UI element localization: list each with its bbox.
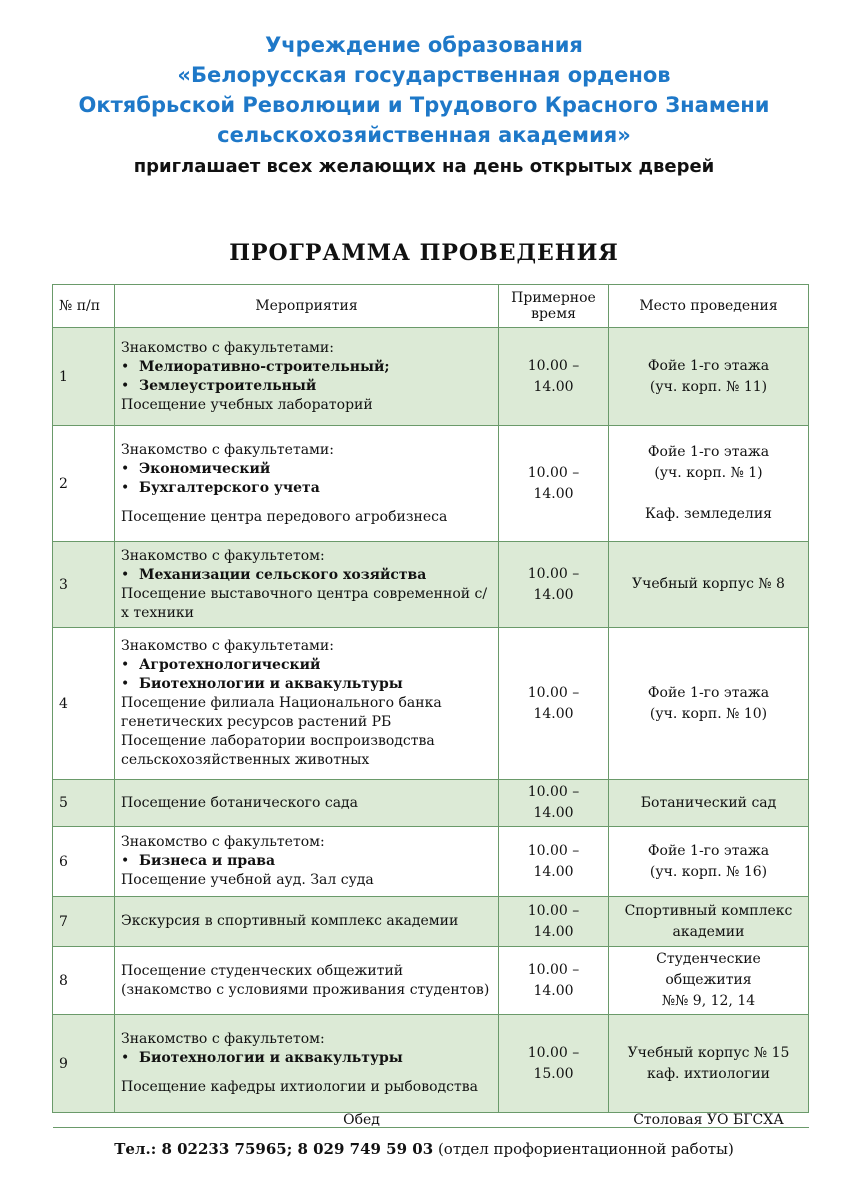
event-line: Посещение студенческих общежитий (знакомство с условиями проживания студентов)	[121, 962, 490, 998]
row-events	[115, 628, 499, 780]
place-line: №№ 9, 12, 14	[661, 993, 756, 1009]
row-time	[499, 947, 609, 1015]
place-line: (уч. корп. № 10)	[649, 705, 768, 722]
col-header-events: Мероприятия	[115, 285, 499, 328]
col-header-place: Место проведения	[609, 285, 809, 328]
row-place	[609, 827, 809, 897]
place-line: Студенческие	[656, 951, 761, 967]
place-line: (уч. корп. № 11)	[649, 378, 768, 395]
row-time	[499, 628, 609, 780]
header-line-1: Учреждение образования	[265, 33, 583, 57]
faculty-item: • Мелиоративно-строительный;	[121, 358, 492, 377]
place-line: Фойе 1-го этажа	[647, 842, 770, 859]
row-events	[115, 1015, 499, 1113]
table-row	[53, 628, 809, 780]
faculty-item: • Экономический	[121, 460, 492, 479]
table-row	[53, 328, 809, 426]
faculty-item: • Агротехнологический	[121, 656, 492, 675]
time-line: 10.00 –	[527, 784, 580, 800]
event-line: Знакомство с факультетами:	[121, 441, 334, 458]
row-number: 2	[53, 426, 115, 542]
row-time	[499, 542, 609, 628]
faculty-item: • Биотехнологии и аквакультуры	[121, 1049, 492, 1068]
col-header-time: Примерное время	[499, 285, 609, 328]
event-line: Посещение выставочного центра современной с/х техники	[121, 585, 488, 621]
place-line: общежития	[665, 972, 752, 988]
time-line: 15.00	[533, 1065, 574, 1082]
faculty-item: • Механизации сельского хозяйства	[121, 566, 492, 585]
row-place	[609, 897, 809, 947]
footer-contacts	[0, 1140, 848, 1158]
faculty-item: • Биотехнологии и аквакультуры	[121, 675, 492, 694]
row-place	[609, 426, 809, 542]
row-events	[115, 542, 499, 628]
place-line: Учебный корпус № 15	[627, 1044, 790, 1061]
row-events	[115, 328, 499, 426]
row-place	[609, 542, 809, 628]
event-line	[121, 1068, 492, 1078]
place-line: Ботанический сад	[640, 794, 777, 811]
event-line: Знакомство с факультетами:	[121, 339, 334, 356]
time-line: 14.00	[533, 485, 574, 502]
row-time	[499, 897, 609, 947]
event-line: Посещение ботанического сада	[121, 794, 359, 811]
col-header-number: № п/п	[53, 285, 115, 328]
time-line: 10.00 –	[527, 357, 580, 374]
row-number: 6	[53, 827, 115, 897]
place-line: Фойе 1-го этажа	[647, 444, 770, 460]
place-line: (уч. корп. № 1)	[654, 465, 763, 481]
time-line: 14.00	[533, 586, 574, 603]
row-events	[115, 897, 499, 947]
time-line: 14.00	[533, 378, 574, 395]
row-time	[499, 328, 609, 426]
row-events	[115, 780, 499, 827]
row-number: 9	[53, 1015, 115, 1113]
event-line: Посещение учебной ауд. Зал суда	[121, 872, 374, 888]
event-line	[121, 498, 492, 508]
faculty-item: • Бизнеса и права	[121, 852, 492, 871]
table-row	[53, 780, 809, 827]
place-line: Фойе 1-го этажа	[647, 684, 770, 701]
event-line: Знакомство с факультетами:	[121, 638, 334, 654]
lunch-event: Обед	[115, 1113, 609, 1128]
event-line: Посещение кафедры ихтиологии и рыбоводства	[121, 1079, 478, 1095]
time-line: 10.00 –	[527, 842, 580, 859]
row-number: 5	[53, 780, 115, 827]
header-line-2: «Белорусская государственная орденов	[177, 63, 671, 87]
time-line: 14.00	[533, 982, 574, 999]
row-number: 1	[53, 328, 115, 426]
header	[0, 30, 848, 180]
time-line: 14.00	[533, 863, 574, 880]
table-row	[53, 1015, 809, 1113]
row-number: 7	[53, 897, 115, 947]
place-line: каф. ихтиологии	[646, 1065, 770, 1082]
header-line-4: сельскохозяйственная академия»	[217, 123, 631, 147]
row-place	[609, 780, 809, 827]
time-line: 10.00 –	[527, 902, 580, 919]
time-line: 10.00 –	[527, 684, 580, 701]
event-line: Посещение филиала Национального банка генетических ресурсов растений РБ	[121, 695, 442, 730]
time-line: 14.00	[533, 805, 574, 821]
table-header-row	[53, 285, 809, 328]
event-line: Посещение лаборатории воспроизводства сельскохозяйственных животных	[121, 733, 435, 768]
lunch-spacer	[53, 1113, 115, 1128]
table-row	[53, 897, 809, 947]
row-events	[115, 827, 499, 897]
faculty-item: • Бухгалтерского учета	[121, 479, 492, 498]
event-line: Знакомство с факультетом:	[121, 1031, 325, 1047]
row-number: 8	[53, 947, 115, 1015]
table-body	[53, 328, 809, 1128]
time-line: 10.00 –	[527, 565, 580, 582]
time-line: 10.00 –	[527, 961, 580, 978]
row-place	[609, 628, 809, 780]
lunch-row	[53, 1113, 809, 1128]
place-line: академии	[672, 923, 745, 940]
place-line: Каф. земледелия	[645, 506, 772, 522]
table-row	[53, 542, 809, 628]
row-number: 4	[53, 628, 115, 780]
event-line: Посещение учебных лабораторий	[121, 396, 373, 413]
event-line: Знакомство с факультетом:	[121, 547, 325, 564]
event-line: Посещение центра передового агробизнеса	[121, 508, 448, 525]
place-line: Спортивный комплекс	[624, 902, 793, 919]
row-time	[499, 780, 609, 827]
row-place	[609, 328, 809, 426]
time-line: 10.00 –	[527, 1044, 580, 1061]
row-events	[115, 947, 499, 1015]
footer-phones: Тел.: 8 02233 75965; 8 029 749 59 03	[114, 1140, 434, 1158]
event-line: Знакомство с факультетом:	[121, 834, 325, 850]
row-number: 3	[53, 542, 115, 628]
row-events	[115, 426, 499, 542]
place-line: (уч. корп. № 16)	[649, 863, 768, 880]
row-time	[499, 1015, 609, 1113]
program-title: ПРОГРАММА ПРОВЕДЕНИЯ	[229, 240, 619, 266]
place-line: Учебный корпус № 8	[632, 576, 785, 592]
program-table	[52, 284, 809, 1128]
table-row	[53, 426, 809, 542]
header-line-3: Октябрьской Революции и Трудового Красного Знамени	[78, 93, 770, 117]
place-line: Фойе 1-го этажа	[647, 357, 770, 374]
time-line: 14.00	[533, 923, 574, 940]
place-line	[615, 484, 802, 494]
row-time	[499, 426, 609, 542]
row-place	[609, 947, 809, 1015]
table-row	[53, 947, 809, 1015]
row-place	[609, 1015, 809, 1113]
time-line: 10.00 –	[527, 464, 580, 481]
event-line: Экскурсия в спортивный комплекс академии	[121, 913, 459, 929]
time-line: 14.00	[533, 705, 574, 722]
table-row	[53, 827, 809, 897]
footer-note: (отдел профориентационной работы)	[433, 1140, 734, 1158]
faculty-item: • Землеустроительный	[121, 377, 492, 396]
invitation-text: приглашает всех желающих на день открытых дверей	[133, 156, 715, 177]
lunch-place: Столовая УО БГСХА	[609, 1113, 809, 1128]
place-line	[615, 494, 802, 504]
row-time	[499, 827, 609, 897]
